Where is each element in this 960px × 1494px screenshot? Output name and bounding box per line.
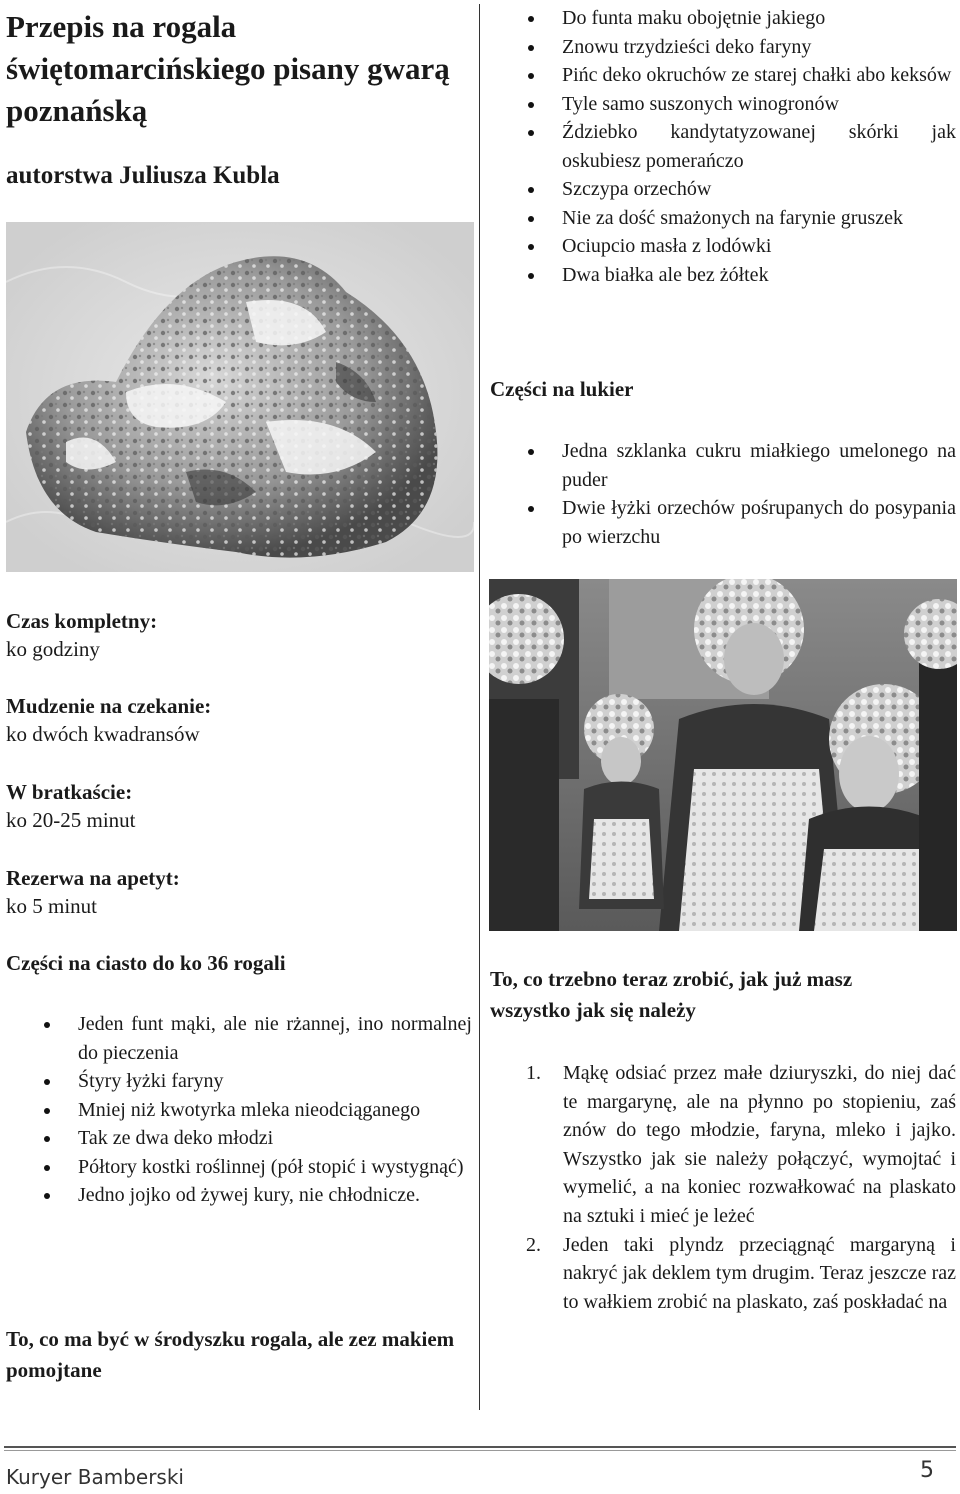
filling-heading: To, co ma być w środyszku rogala, ale zez makiem pomojtane xyxy=(6,1327,455,1382)
icing-list-block xyxy=(490,437,956,551)
time-value: ko dwóch kwadransów xyxy=(6,722,200,746)
list-item: Znowu trzydzieści deko faryny xyxy=(490,33,956,62)
dough-heading: Części na ciasto do ko 36 rogali xyxy=(6,951,286,975)
time-baking xyxy=(6,778,136,834)
list-item: Śtyry łyżki faryny xyxy=(6,1067,472,1096)
list-item: Pińc deko okruchów ze starej chałki abo keksów xyxy=(490,61,956,90)
filling-list xyxy=(490,4,956,289)
list-item: Do funta maku obojętnie jakiego xyxy=(490,4,956,33)
icing-heading: Części na lukier xyxy=(490,377,634,401)
time-label: Mudzenie na czekanie: xyxy=(6,694,212,718)
dough-list xyxy=(6,1010,472,1210)
footer-rule xyxy=(4,1446,956,1448)
list-item: Ociupcio masła z lodówki xyxy=(490,232,956,261)
time-label: Czas kompletny: xyxy=(6,609,158,633)
step-number: 2. xyxy=(526,1233,541,1256)
list-item: Tak ze dwa deko młodzi xyxy=(6,1124,472,1153)
time-rising xyxy=(6,692,211,748)
step-text: Jeden taki plyndz przeciągnąć margaryną i nakryć jak deklem tym drugim. Teraz jeszcze raz to wałkiem zrobić na plaskato, zaś poskładać na xyxy=(563,1233,956,1313)
time-total xyxy=(6,607,157,663)
list-item: Ździebko kandytatyzowanej skórki jak oskubiesz pomerańczo xyxy=(490,118,956,175)
list-item: Dwie łyżki orzechów pośrupanych do posypania po wierzchu xyxy=(490,494,956,551)
list-item: Jedno jojko od żywej kury, nie chłodnicze. xyxy=(6,1181,472,1210)
steps-list xyxy=(490,1059,956,1316)
time-label: Rezerwa na apetyt: xyxy=(6,866,180,890)
time-value: ko godziny xyxy=(6,637,100,661)
list-item: Tyle samo suszonych winogronów xyxy=(490,90,956,119)
list-item: Szczypa orzechów xyxy=(490,175,956,204)
list-item xyxy=(490,1059,956,1231)
filling-list-block xyxy=(490,4,956,289)
footer-rule-thin xyxy=(4,1450,956,1451)
time-value: ko 20-25 minut xyxy=(6,808,136,832)
croissant-photo xyxy=(6,222,474,572)
list-item: Jedna szklanka cukru miałkiego umelonego na puder xyxy=(490,437,956,494)
list-item: Mniej niż kwotyrka mleka nieodciąganego xyxy=(6,1096,472,1125)
icing-list xyxy=(490,437,956,551)
step-text: Mąkę odsiać przez małe dziuryszki, do niej dać te margarynę, ale na płynno po stopieniu, zaś znów do tego młodzie, faryna, mleko i jajko. Wszystko jak sie należy połączyć, wymojtać i wymelić, a na koniec rozwałkować na plaskato na sztuki i mieć je leżeć xyxy=(563,1062,956,1227)
time-reserve xyxy=(6,864,180,920)
folk-costume-photo xyxy=(489,579,957,931)
list-item: Nie za dość smażonych na farynie gruszek xyxy=(490,204,956,233)
time-value: ko 5 minut xyxy=(6,894,98,918)
list-item: Jeden funt mąki, ale nie rżannej, ino normalnej do pieczenia xyxy=(6,1010,472,1067)
dough-list-block xyxy=(6,1010,472,1210)
column-divider xyxy=(479,4,480,1410)
list-item xyxy=(490,1231,956,1317)
steps-block xyxy=(490,1059,956,1316)
author-line: autorstwa Juliusza Kubla xyxy=(6,162,280,189)
steps-heading: To, co trzebno teraz zrobić, jak już masz wszystko jak się należy xyxy=(490,967,853,1022)
magazine-name: Kuryer Bamberski xyxy=(6,1465,184,1489)
step-number: 1. xyxy=(526,1062,541,1084)
time-label: W bratkaście: xyxy=(6,780,133,804)
page-title: Przepis na rogala świętomarcińskiego pisany gwarą poznańską xyxy=(6,9,450,128)
page-number: 5 xyxy=(920,1458,934,1483)
list-item: Półtory kostki roślinnej (pół stopić i wystygnąć) xyxy=(6,1153,472,1182)
list-item: Dwa białka ale bez żółtek xyxy=(490,261,956,290)
